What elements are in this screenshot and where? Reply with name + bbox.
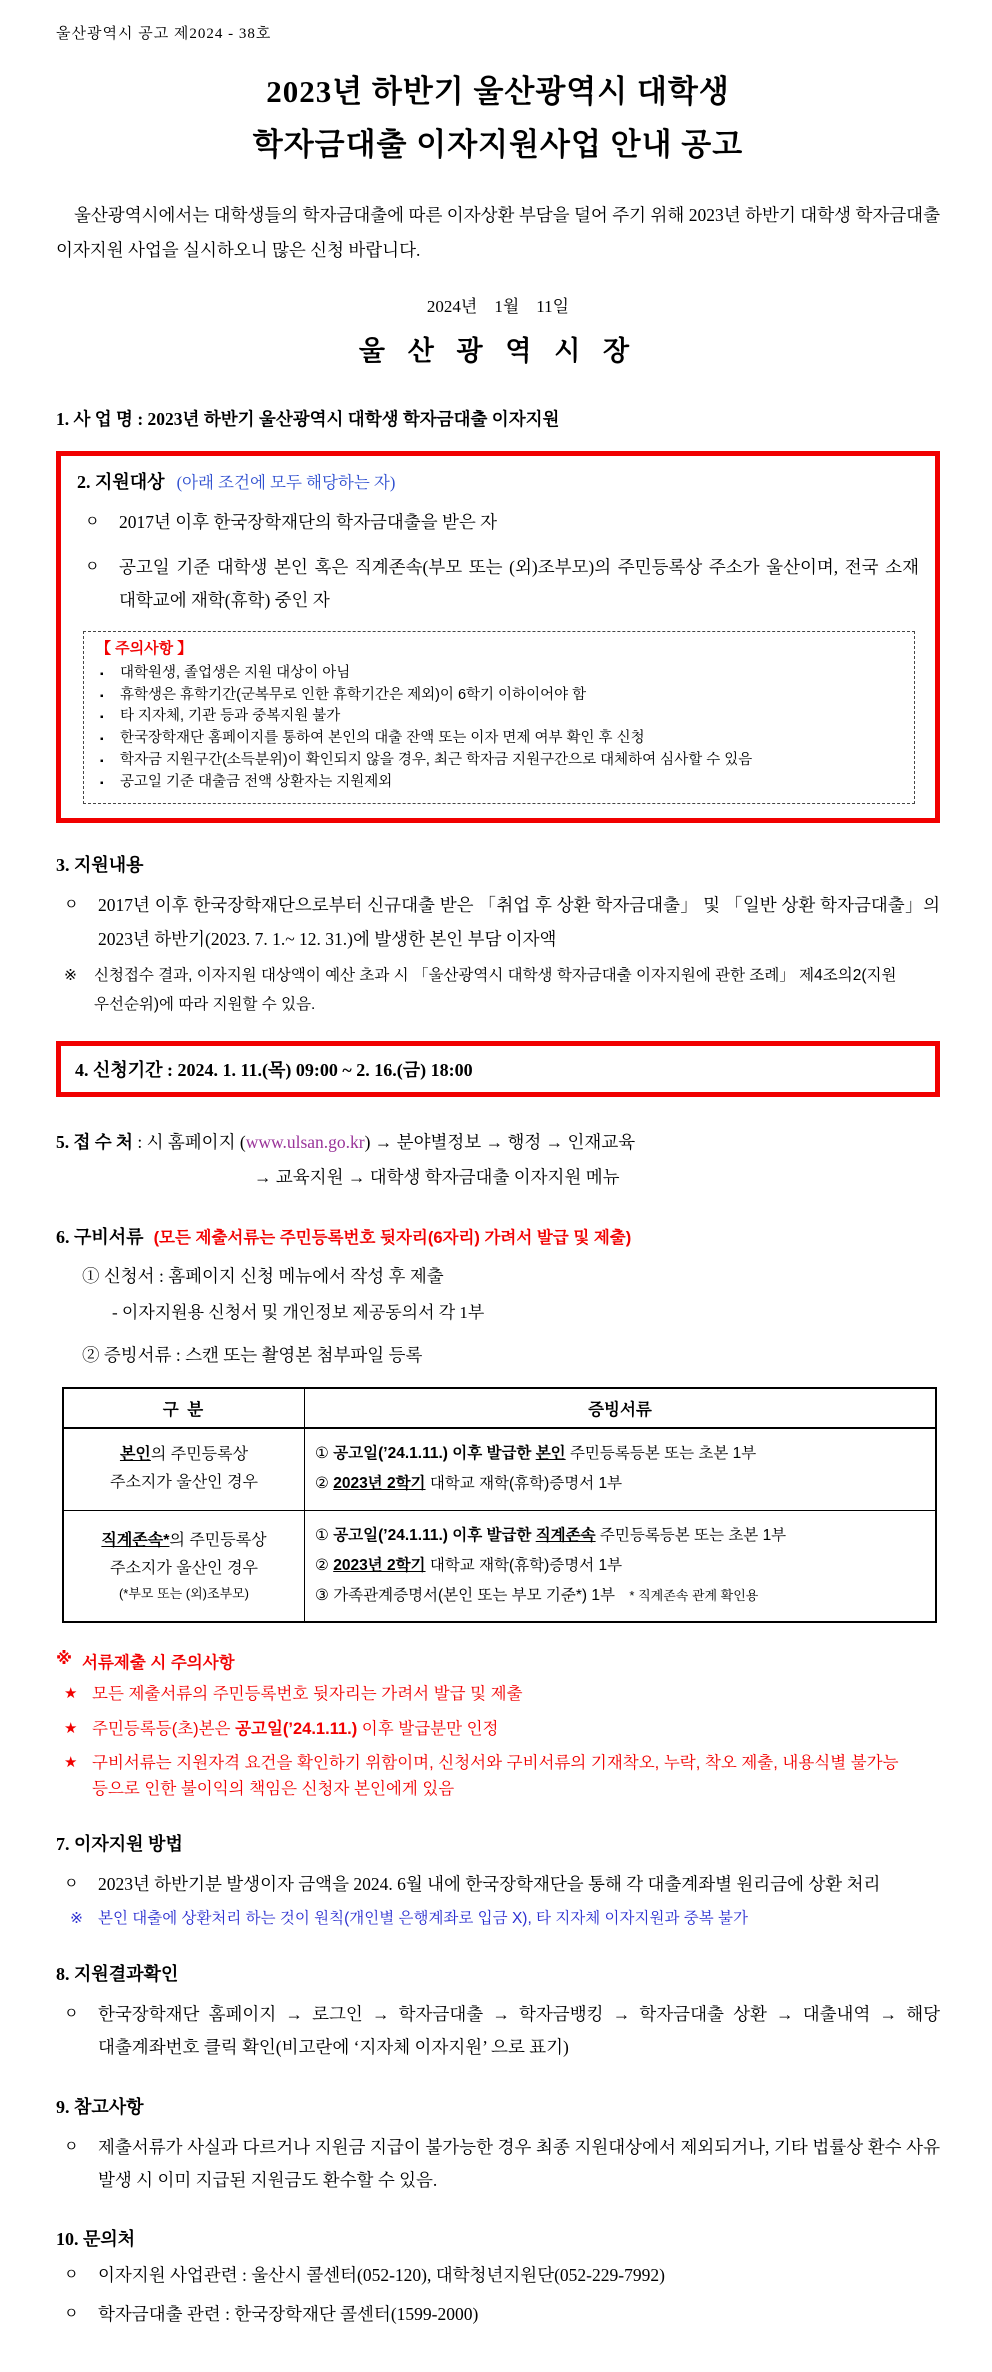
section-2-title: 2. 지원대상 <box>77 471 165 492</box>
section-5-text-2: ) → 분야별정보 → 행정 → 인재교육 <box>364 1132 636 1153</box>
table-row <box>63 1428 936 1510</box>
section-7-interest-support-method <box>56 1830 940 1932</box>
method-bullet <box>56 1868 940 1901</box>
circle-bullet-icon: ㅇ <box>64 2267 79 2284</box>
caution-item <box>96 750 902 772</box>
reference-mark-icon: ※ <box>64 966 77 984</box>
table-header-row <box>63 1388 936 1428</box>
doc-underline-text: 2023년 2학기 <box>333 1556 426 1574</box>
caution-item-text: 휴학생은 휴학기간(군복무로 인한 휴학기간은 제외)이 6학기 이하이어야 함 <box>120 686 587 703</box>
category-text: 의 주민등록상 <box>150 1446 249 1464</box>
notice-number: 울산광역시 공고 제2024 - 38호 <box>56 26 272 42</box>
document-item-1: ① 신청서 : 홈페이지 신청 메뉴에서 작성 후 제출 <box>82 1266 444 1287</box>
result-check-bullet-text: 한국장학재단 홈페이지 → 로그인 → 학자금대출 → 학자금뱅킹 → 학자금대출 상환 → 대출내역 → 해당 대출계좌번호 클릭 확인(비고란에 ‘지자체 이자지원’ 으로 표기) <box>98 2004 940 2058</box>
caution-item <box>96 663 902 685</box>
section-3-title: 3. 지원내용 <box>56 855 144 876</box>
circle-bullet-icon: ㅇ <box>64 2306 79 2323</box>
target-bullet-1 <box>77 506 919 539</box>
note-bold-text: 공고일(’24.1.11.) <box>235 1719 358 1738</box>
section-5-line-1 <box>56 1125 940 1160</box>
reference-mark-icon: ※ <box>56 1650 73 1669</box>
note-text: 이후 발급분만 인정 <box>357 1719 499 1738</box>
section-9-title: 9. 참고사항 <box>56 2096 144 2117</box>
doc-line <box>315 1521 925 1551</box>
category-text-line2: 주소지가 울산인 경우 <box>110 1474 258 1492</box>
caution-item <box>96 772 902 794</box>
category-emphasis: 본인 <box>119 1446 151 1464</box>
contact-item-text: 학자금대출 관련 : 한국장학재단 콜센터(1599-2000) <box>98 2304 479 2325</box>
contact-item-text: 이자지원 사업관련 : 울산시 콜센터(052-120), 대학청년지원단(052-229-7992) <box>98 2265 665 2286</box>
note-text: 주민등록등(초)본은 <box>92 1719 236 1738</box>
section-8-title: 8. 지원결과확인 <box>56 1964 179 1985</box>
target-bullet-1-text: 2017년 이후 한국장학재단의 학자금대출을 받은 자 <box>119 511 498 532</box>
section-10-contact <box>56 2225 940 2332</box>
section-2-heading <box>77 468 919 494</box>
submission-notes-title-text: 서류제출 시 주의사항 <box>82 1654 235 1673</box>
square-bullet-icon: ▪ <box>100 690 104 702</box>
star-bullet-icon: ★ <box>64 1685 78 1703</box>
doc-bold-text: 공고일(’24.1.11.) 이후 발급한 <box>333 1445 536 1463</box>
budget-note-text: 신청접수 결과, 이자지원 대상액이 예산 초과 시 「울산광역시 대학생 학자금대출 이자지원에 관한 조례」 제4조의2(지원 우선순위)에 따라 지원할 수 있음. <box>94 966 897 1013</box>
circle-bullet-icon: ㅇ <box>64 2138 79 2155</box>
circle-bullet-icon: ㅇ <box>64 897 79 914</box>
target-bullet-2-text: 공고일 기준 대학생 본인 혹은 직계존속(부모 또는 (외)조부모)의 주민등록상 주소가 울산이며, 전국 소재 대학교에 재학(휴학) 중인 자 <box>119 556 919 611</box>
section-2-title-note: (아래 조건에 모두 해당하는 자) <box>176 472 396 492</box>
doc-number: ② <box>315 1475 334 1493</box>
square-bullet-icon: ▪ <box>100 777 104 789</box>
submission-note-item <box>56 1682 940 1708</box>
submission-notes-title <box>56 1649 940 1673</box>
circle-bullet-icon: ㅇ <box>64 1876 79 1893</box>
section-6-heading <box>56 1223 940 1249</box>
doc-underline-text: 2023년 2학기 <box>333 1475 426 1493</box>
support-target-box <box>56 451 940 824</box>
category-text-line2: 주소지가 울산인 경우 <box>110 1559 258 1577</box>
square-bullet-icon: ▪ <box>100 755 104 767</box>
doc-number: ① <box>315 1445 334 1463</box>
category-emphasis: 직계존속* <box>101 1531 170 1549</box>
method-blue-note <box>56 1906 940 1932</box>
table-row1-docs <box>305 1428 937 1510</box>
doc-underline-text: 직계존속 <box>535 1526 596 1544</box>
result-check-bullet <box>56 1998 940 2065</box>
section-5-where-to-apply <box>56 1125 940 1195</box>
category-subnote: (*부모 또는 (외)조부모) <box>118 1585 250 1601</box>
section-8-result-check <box>56 1960 940 2065</box>
doc-number: ② <box>315 1556 334 1574</box>
submission-note-text: 구비서류는 지원자격 요건을 확인하기 위함이며, 신청서와 구비서류의 기재착오, 누락, 착오 제출, 내용식별 불가능 등으로 인한 불이익의 책임은 신청자 본인에게 있음 <box>92 1754 904 1798</box>
doc-line <box>315 1551 925 1581</box>
caution-item <box>96 685 902 707</box>
doc-line <box>315 1469 925 1499</box>
method-bullet-text: 2023년 하반기분 발생이자 금액을 2024. 6월 내에 한국장학재단을 통해 각 대출계좌별 원리금에 상환 처리 <box>98 1874 881 1895</box>
submission-notes <box>56 1649 940 1802</box>
table-row2-category <box>63 1510 305 1622</box>
submission-note-item <box>56 1751 940 1802</box>
documents-table <box>62 1387 937 1623</box>
table-row2-docs <box>305 1510 937 1622</box>
section-6-title: 6. 구비서류 <box>56 1227 144 1248</box>
document-item-1-sub: - 이자지원용 신청서 및 개인정보 제공동의서 각 1부 <box>112 1302 485 1322</box>
content-bullet-text: 2017년 이후 한국장학재단으로부터 신규대출 받은 「취업 후 상환 학자금대출」 및 「일반 상환 학자금대출」의 2023년 하반기(2023. 7. 1.~ 12. 31.)에 발생한 본인 부담 이자액 <box>98 895 940 949</box>
section-6-red-note: (모든 제출서류는 주민등록번호 뒷자리(6자리) 가려서 발급 및 제출) <box>153 1229 632 1248</box>
table-row <box>63 1510 936 1622</box>
document-title-line-2: 학자금대출 이자지원사업 안내 공고 <box>252 127 744 163</box>
table-row1-category <box>63 1428 305 1510</box>
document-item-2: ② 증빙서류 : 스캔 또는 촬영본 첨부파일 등록 <box>82 1344 423 1365</box>
category-text: 의 주민등록상 <box>169 1531 267 1549</box>
doc-underline-text: 본인 <box>535 1445 566 1463</box>
caution-item <box>96 728 902 750</box>
caution-item-text: 학자금 지원구간(소득분위)이 확인되지 않을 경우, 최근 학자금 지원구간으로 대체하여 심사할 수 있음 <box>120 751 753 768</box>
caution-item-text: 공고일 기준 대출금 전액 상환자는 지원제외 <box>120 773 393 790</box>
section-5-line-2: → 교육지원 → 대학생 학자금대출 이자지원 메뉴 <box>254 1167 620 1188</box>
content-bullet <box>56 889 940 956</box>
doc-line <box>315 1581 925 1611</box>
caution-item-text: 한국장학재단 홈페이지를 통하여 본인의 대출 잔액 또는 이자 면제 여부 확인 후 신청 <box>120 730 645 747</box>
table-header-category: 구 분 <box>63 1388 305 1428</box>
doc-line <box>315 1439 925 1469</box>
section-3-support-content <box>56 851 940 1019</box>
contact-item <box>56 2259 940 2292</box>
circle-bullet-icon: ㅇ <box>85 513 100 530</box>
doc-text: 주민등록등본 또는 초본 1부 <box>565 1445 757 1463</box>
reference-mark-icon: ※ <box>70 1909 83 1927</box>
issuer-title: 울 산 광 역 시 장 <box>358 335 638 366</box>
doc-footnote: * 직계존속 관계 확인용 <box>614 1587 759 1603</box>
doc-text: 주민등록등본 또는 초본 1부 <box>595 1526 787 1544</box>
section-9-reference <box>56 2093 940 2198</box>
reference-bullet-text: 제출서류가 사실과 다르거나 지원금 지급이 불가능한 경우 최종 지원대상에서 제외되거나, 기타 법률상 환수 사유 발생 시 이미 지급된 지원금도 환수할 수 있음. <box>98 2136 940 2190</box>
budget-note <box>56 962 940 1019</box>
doc-text: 대학교 재학(휴학)증명서 1부 <box>425 1475 623 1493</box>
section-1-business-name: 1. 사 업 명 : 2023년 하반기 울산광역시 대학생 학자금대출 이자지원 <box>56 408 560 429</box>
square-bullet-icon: ▪ <box>100 668 104 680</box>
reference-bullet <box>56 2131 940 2198</box>
square-bullet-icon: ▪ <box>100 734 104 746</box>
section-5-text: : 시 홈페이지 ( <box>132 1132 246 1153</box>
submission-note-item <box>56 1717 940 1743</box>
intro-paragraph: 울산광역시에서는 대학생들의 학자금대출에 따른 이자상환 부담을 덜어 주기 위해 2023년 하반기 대학생 학자금대출 이자지원 사업을 실시하오니 많은 신청 바랍니다. <box>56 204 940 260</box>
star-bullet-icon: ★ <box>64 1719 78 1737</box>
document-title-line-1: 2023년 하반기 울산광역시 대학생 <box>266 74 730 109</box>
submission-note-text: 모든 제출서류의 주민등록번호 뒷자리는 가려서 발급 및 제출 <box>92 1685 523 1704</box>
announcement-date: 2024년 1월 11일 <box>426 296 570 316</box>
caution-box <box>83 631 915 804</box>
caution-item-text: 대학원생, 졸업생은 지원 대상이 아님 <box>120 664 351 681</box>
contact-item <box>56 2298 940 2331</box>
doc-number: ① <box>315 1526 334 1544</box>
section-5-title: 5. 접 수 처 <box>56 1132 133 1153</box>
table-header-evidence: 증빙서류 <box>305 1388 937 1428</box>
doc-text: 대학교 재학(휴학)증명서 1부 <box>425 1556 623 1574</box>
document-title <box>56 65 940 172</box>
method-blue-note-text: 본인 대출에 상환처리 하는 것이 원칙(개인별 은행계좌로 입금 X), 타 지자체 이자지원과 중복 불가 <box>98 1909 748 1927</box>
caution-box-title: 【 주의사항 】 <box>96 640 193 658</box>
submission-note-text <box>92 1717 940 1743</box>
square-bullet-icon: ▪ <box>100 712 104 724</box>
doc-number: ③ <box>315 1586 334 1604</box>
section-10-title: 10. 문의처 <box>56 2229 136 2250</box>
circle-bullet-icon: ㅇ <box>64 2006 79 2023</box>
ulsan-website-link[interactable]: www.ulsan.go.kr <box>245 1132 365 1153</box>
circle-bullet-icon: ㅇ <box>85 558 100 575</box>
caution-item-text: 타 지자체, 기관 등과 중복지원 불가 <box>120 708 341 725</box>
application-period-box: 4. 신청기간 : 2024. 1. 11.(목) 09:00 ~ 2. 16.(금) 18:00 <box>56 1041 940 1097</box>
doc-text: 가족관계증명서(본인 또는 부모 기준*) 1부 <box>333 1586 615 1604</box>
section-6-required-documents <box>56 1223 940 1623</box>
star-bullet-icon: ★ <box>64 1754 78 1772</box>
section-7-title: 7. 이자지원 방법 <box>56 1834 183 1855</box>
doc-bold-text: 공고일(’24.1.11.) 이후 발급한 <box>333 1526 536 1544</box>
target-bullet-2 <box>77 551 919 618</box>
caution-item <box>96 706 902 728</box>
